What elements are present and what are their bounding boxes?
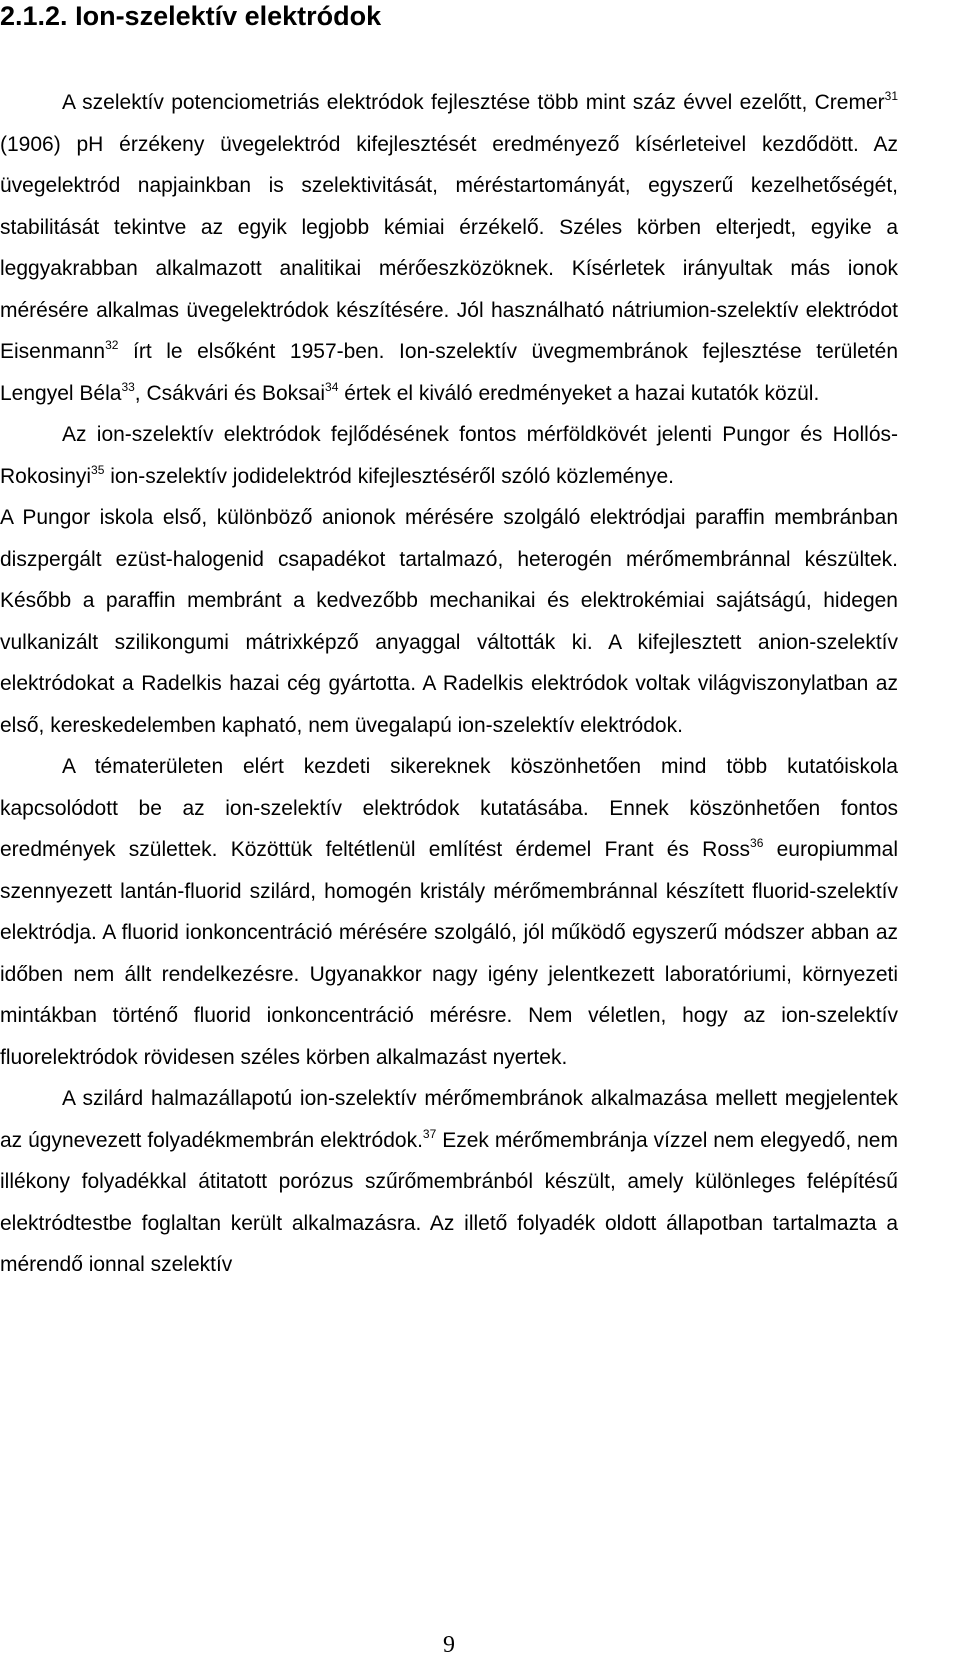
- paragraph-text: A tématerületen elért kezdeti sikereknek köszönhetően mind több kutatóiskola kapcsolódott be az ion-szelektív elektródok kutatásába. Ennek köszönhetően fontos eredmények születtek. Közöttük feltétlenül említést érdemel Frant és Ross: [0, 755, 898, 861]
- paragraph-text: Az ion-szelektív elektródok fejlődésének fontos mérföldkövét jelenti Pungor és Hollós-Rokosinyi: [0, 423, 898, 488]
- paragraph-2: [0, 414, 898, 497]
- paragraph-text: europiummal szennyezett lantán-fluorid szilárd, homogén kristály mérőmembránnal készített fluorid-szelektív elektródja. A fluorid ionkoncentráció mérésére szolgáló, jól működő egyszerű módszer abban az időben nem állt rendelkezésre. Ugyanakkor nagy igény jelentkezett laboratóriumi, környezeti mintákban történő fluorid ionkoncentráció mérésre. Nem véletlen, hogy az ion-szelektív fluorelektródok rövidesen széles körben alkalmazást nyertek.: [0, 838, 898, 1069]
- paragraph-text: Ezek mérőmembránja vízzel nem elegyedő, nem illékony folyadékkal átitatott porózus szűrőmembránból készült, amely különleges felépítésű elektródtestbe foglaltan került alkalmazásra. Az illető folyadék oldott állapotban tartalmazta a mérendő ionnal szelektív: [0, 1128, 898, 1276]
- paragraph-text: ion-szelektív jodidelektród kifejlesztéséről szóló közleménye.: [104, 464, 675, 488]
- section-title: Ion-szelektív elektródok: [75, 1, 382, 31]
- paragraph-text: A szilárd halmazállapotú ion-szelektív mérőmembránok alkalmazása mellett megjelentek az úgynevezett folyadékmembrán elektródok.: [0, 1087, 898, 1152]
- section-heading: [0, 0, 700, 32]
- page-number: 9: [443, 1632, 455, 1658]
- paragraph-text: A szelektív potenciometriás elektródok fejlesztése több mint száz évvel ezelőtt, Cremer: [62, 91, 885, 114]
- paragraph-text: (1906) pH érzékeny üvegelektród kifejlesztését eredményező kísérleteivel kezdődött. Az üvegelektród napjainkban is szelektivitását, méréstartományát, egyszerű kezelhetőségét, stabilitását tekintve az egyik legjobb kémiai érzékelő. Széles körben elterjedt, egyike a leggyakrabban alkalmazott analitikai mérőeszközöknek. Kísérletek irányultak más ionok mérésére alkalmas üvegelektródok készítésére. Jól használható nátriumion-szelektív elektródot Eisenmann: [0, 132, 898, 363]
- paragraph-1: [0, 82, 898, 414]
- paragraph-3: A Pungor iskola első, különböző anionok mérésére szolgáló elektródjai paraffin membránban diszpergált ezüst-halogenid csapadékot tartalmazó, heterogén mérőmembránnal készültek. Később a paraffin membránt a kedvezőbb mechanikai és elektrokémiai sajátságú, hidegen vulkanizált szilikongumi mátrixképző anyaggal váltották ki. A kifejlesztett anion-szelektív elektródokat a Radelkis hazai cég gyártotta. A Radelkis elektródok voltak világviszonylatban az első, kereskedelemben kapható, nem üvegalapú ion-szelektív elektródok.: [0, 506, 898, 737]
- paragraph-5: [0, 1078, 898, 1286]
- paragraph-4: [0, 746, 898, 1078]
- paragraph-text: írt le elsőként 1957-ben. Ion-szelektív üvegmembránok fejlesztése területén Lengyel Béla: [0, 340, 898, 405]
- footnote-ref: 36: [750, 836, 764, 850]
- section-number: 2.1.2.: [0, 1, 68, 31]
- body-text: [0, 82, 898, 1286]
- paragraph-text: , Csákvári és Boksai: [134, 381, 326, 405]
- footnote-ref: 35: [91, 462, 105, 477]
- footnote-ref: 32: [105, 338, 119, 352]
- footnote-ref: 33: [121, 379, 135, 394]
- footnote-ref: 37: [422, 1126, 437, 1141]
- footnote-ref: 31: [884, 89, 898, 103]
- footnote-ref: 34: [325, 379, 339, 394]
- paragraph-text: értek el kiváló eredményeket a hazai kutatók közül.: [338, 381, 820, 405]
